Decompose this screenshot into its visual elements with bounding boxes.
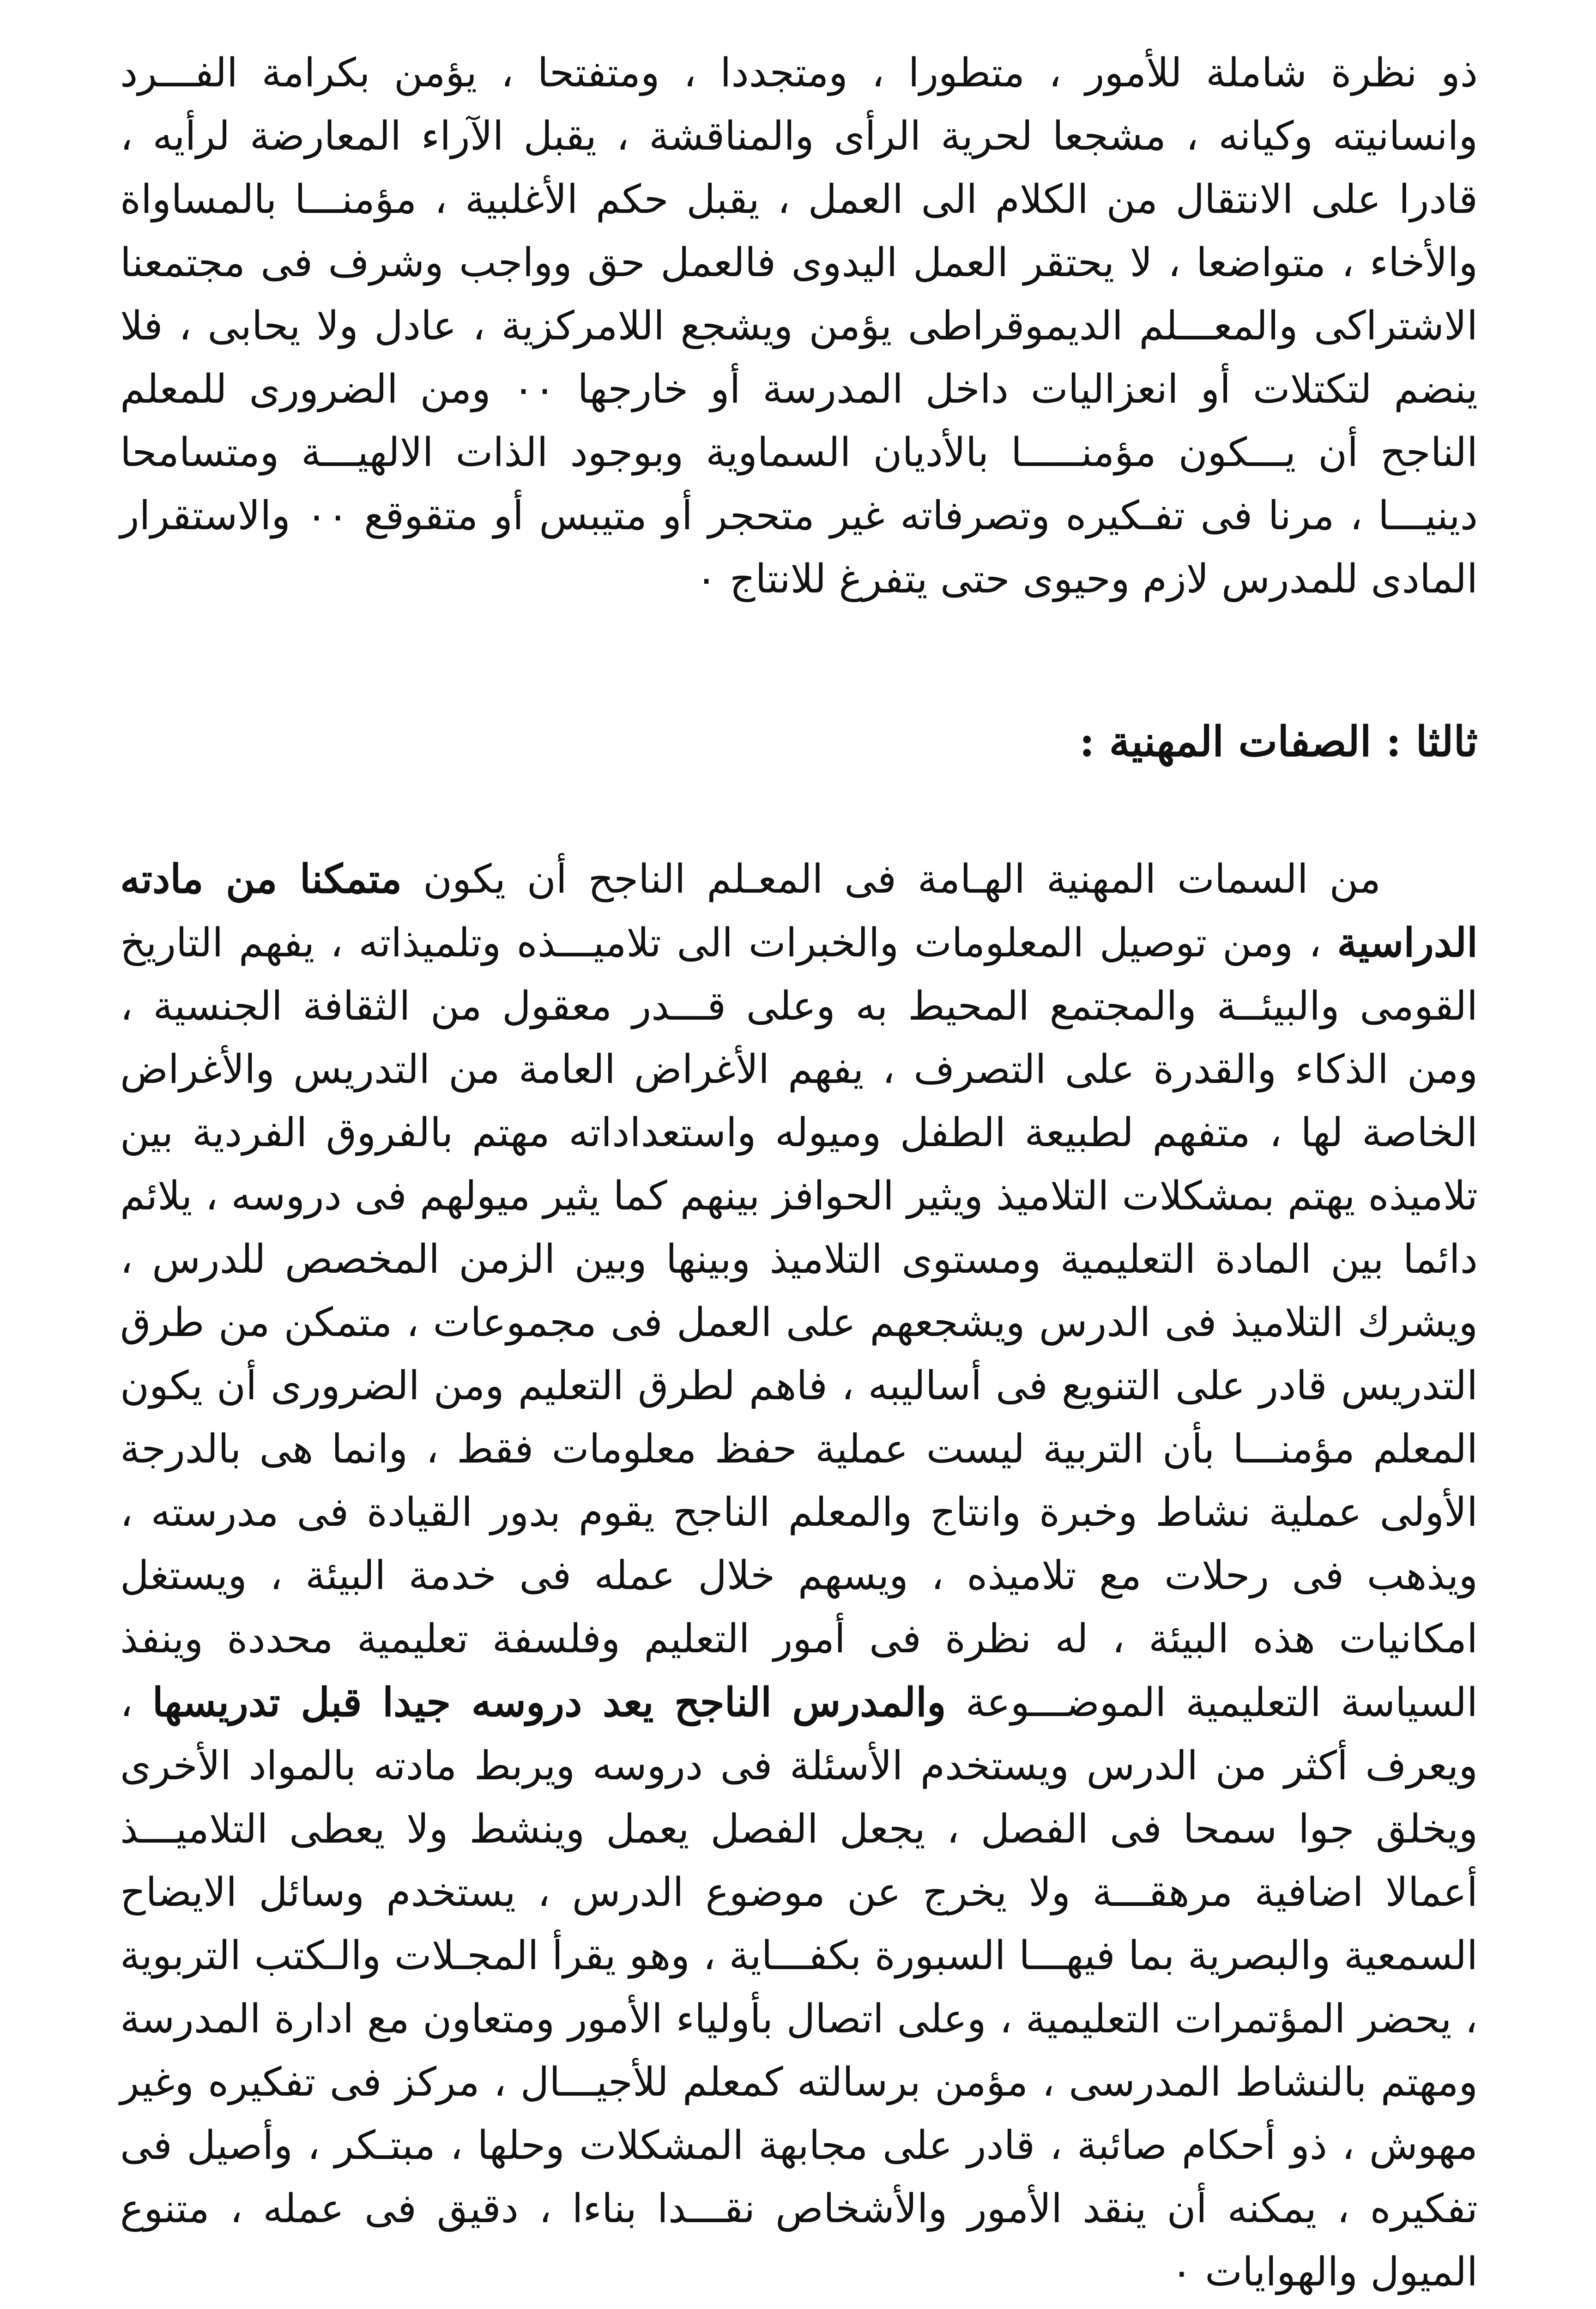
paragraph-text-segment: ، ومن توصيل المعلومات والخبرات الى تلاميـــذه وتلميذاته ، يفهم التاريخ القومى والبيئــة والمجتمع المحيط به وعلى قـــدر معقول من الثقافة الجنسية ، ومن الذكاء والقدرة على التصرف ، يفهم الأغراض العامة من التدريس والأغراض الخاصة لها ، متفهم لطبيعة الطفل وميوله واستعداداته مهتم بالفروق الفردية بين تلاميذه يهتم بمشكلات التلاميذ ويثير الحوافز بينهم كما يثير ميولهم فى دروسه ، يلائم دائما بين المادة التعليمية ومستوى التلاميذ وبينها وبين الزمن المخصص للدرس ، ويشرك التلاميذ فى الدرس ويشجعهم على العمل فى مجموعات ، متمكن من طرق التدريس قادر على التنويع فى أساليبه ، فاهم لطرق التعليم ومن الضرورى أن يكون المعلم مؤمنـــا بأن التربية ليست عملية حفظ معلومات فقط ، وانما هى بالدرجة الأولى عملية نشاط وخبرة وانتاج والمعلم الناجح يقوم بدور القيادة فى مدرسته ، ويذهب فى رحلات مع تلاميذه ، ويسهم خلال عمله فى خدمة البيئة ، ويستغل امكانيات هذه البيئة ، له نظرة فى أمور التعليم وفلسفة تعليمية محددة وينفذ السياسة التعليمية الموضـــوعة [120,920,1478,1726]
paragraph-professional-traits [120,847,1478,2304]
paragraph-personal-traits: ذو نظرة شاملة للأمور ، متطورا ، ومتجددا ، ومتفتحا ، يؤمن بكرامة الفـــرد وانسانيته وكيانه ، مشجعا لحرية الرأى والمناقشة ، يقبل الآراء المعارضة لرأيه ، قادرا على الانتقال من الكلام الى العمل ، يقبل حكم الأغلبية ، مؤمنـــا بالمساواة والأخاء ، متواضعا ، لا يحتقر العمل اليدوى فالعمل حق وواجب وشرف فى مجتمعنا الاشتراكى والمعـــلم الديموقراطى يؤمن ويشجع اللامركزية ، عادل ولا يحابى ، فلا ينضم لتكتلات أو انعزاليات داخل المدرسة أو خارجها ٠٠ ومن الضرورى للمعلم الناجح أن يـــكون مؤمنـــــا بالأديان السماوية وبوجود الذات الالهيـــة ومتسامحا دينيـــا ، مرنا فى تفـكيره وتصرفاته غير متحجر أو متيبس أو متقوقع ٠٠ والاستقرار المادى للمدرس لازم وحيوى حتى يتفرغ للانتاج ٠ [120,50,1478,602]
document-page [120,42,1478,2309]
bold-phrase-lesson-preparation: والمدرس الناجح يعد دروسه جيدا قبل تدريسها [152,1679,946,1726]
paragraph-text-segment: من السمات المهنية الهـامة فى المعـلم الناجح أن يكون [423,856,1381,902]
bold-phrase-subject-mastery: متمكنا من مادته الدراسية [120,856,1478,966]
paragraph-text-segment: ، ويعرف أكثر من الدرس ويستخدم الأسئلة فى دروسه ويربط مادته بالمواد الأخرى ويخلق جوا سمحا فى الفصل ، يجعل الفصل يعمل وينشط ولا يعطى التلاميـــذ أعمالا اضافية مرهقـــة ولا يخرج عن موضوع الدرس ، يستخدم وسائل الايضاح السمعية والبصرية بما فيهـــا السبورة بكفـــاية ، وهو يقرأ المجـلات والـكتب التربوية ، يحضر المؤتمرات التعليمية ، وعلى اتصال بأولياء الأمور ومتعاون مع ادارة المدرسة ومهتم بالنشاط المدرسى ، مؤمن برسالته كمعلم للأجيـــال ، مركز فى تفكيره وغير مهوش ، ذو أحكام صائبة ، قادر على مجابهة المشكلات وحلها ، مبتـكر ، وأصيل فى تفكيره ، يمكنه أن ينقد الأمور والأشخاص نقـــدا بناءا ، دقيق فى عمله ، متنوع الميول والهوايات ٠ [120,1680,1478,2295]
section-heading: ثالثا : الصفات المهنية : [1079,717,1478,766]
